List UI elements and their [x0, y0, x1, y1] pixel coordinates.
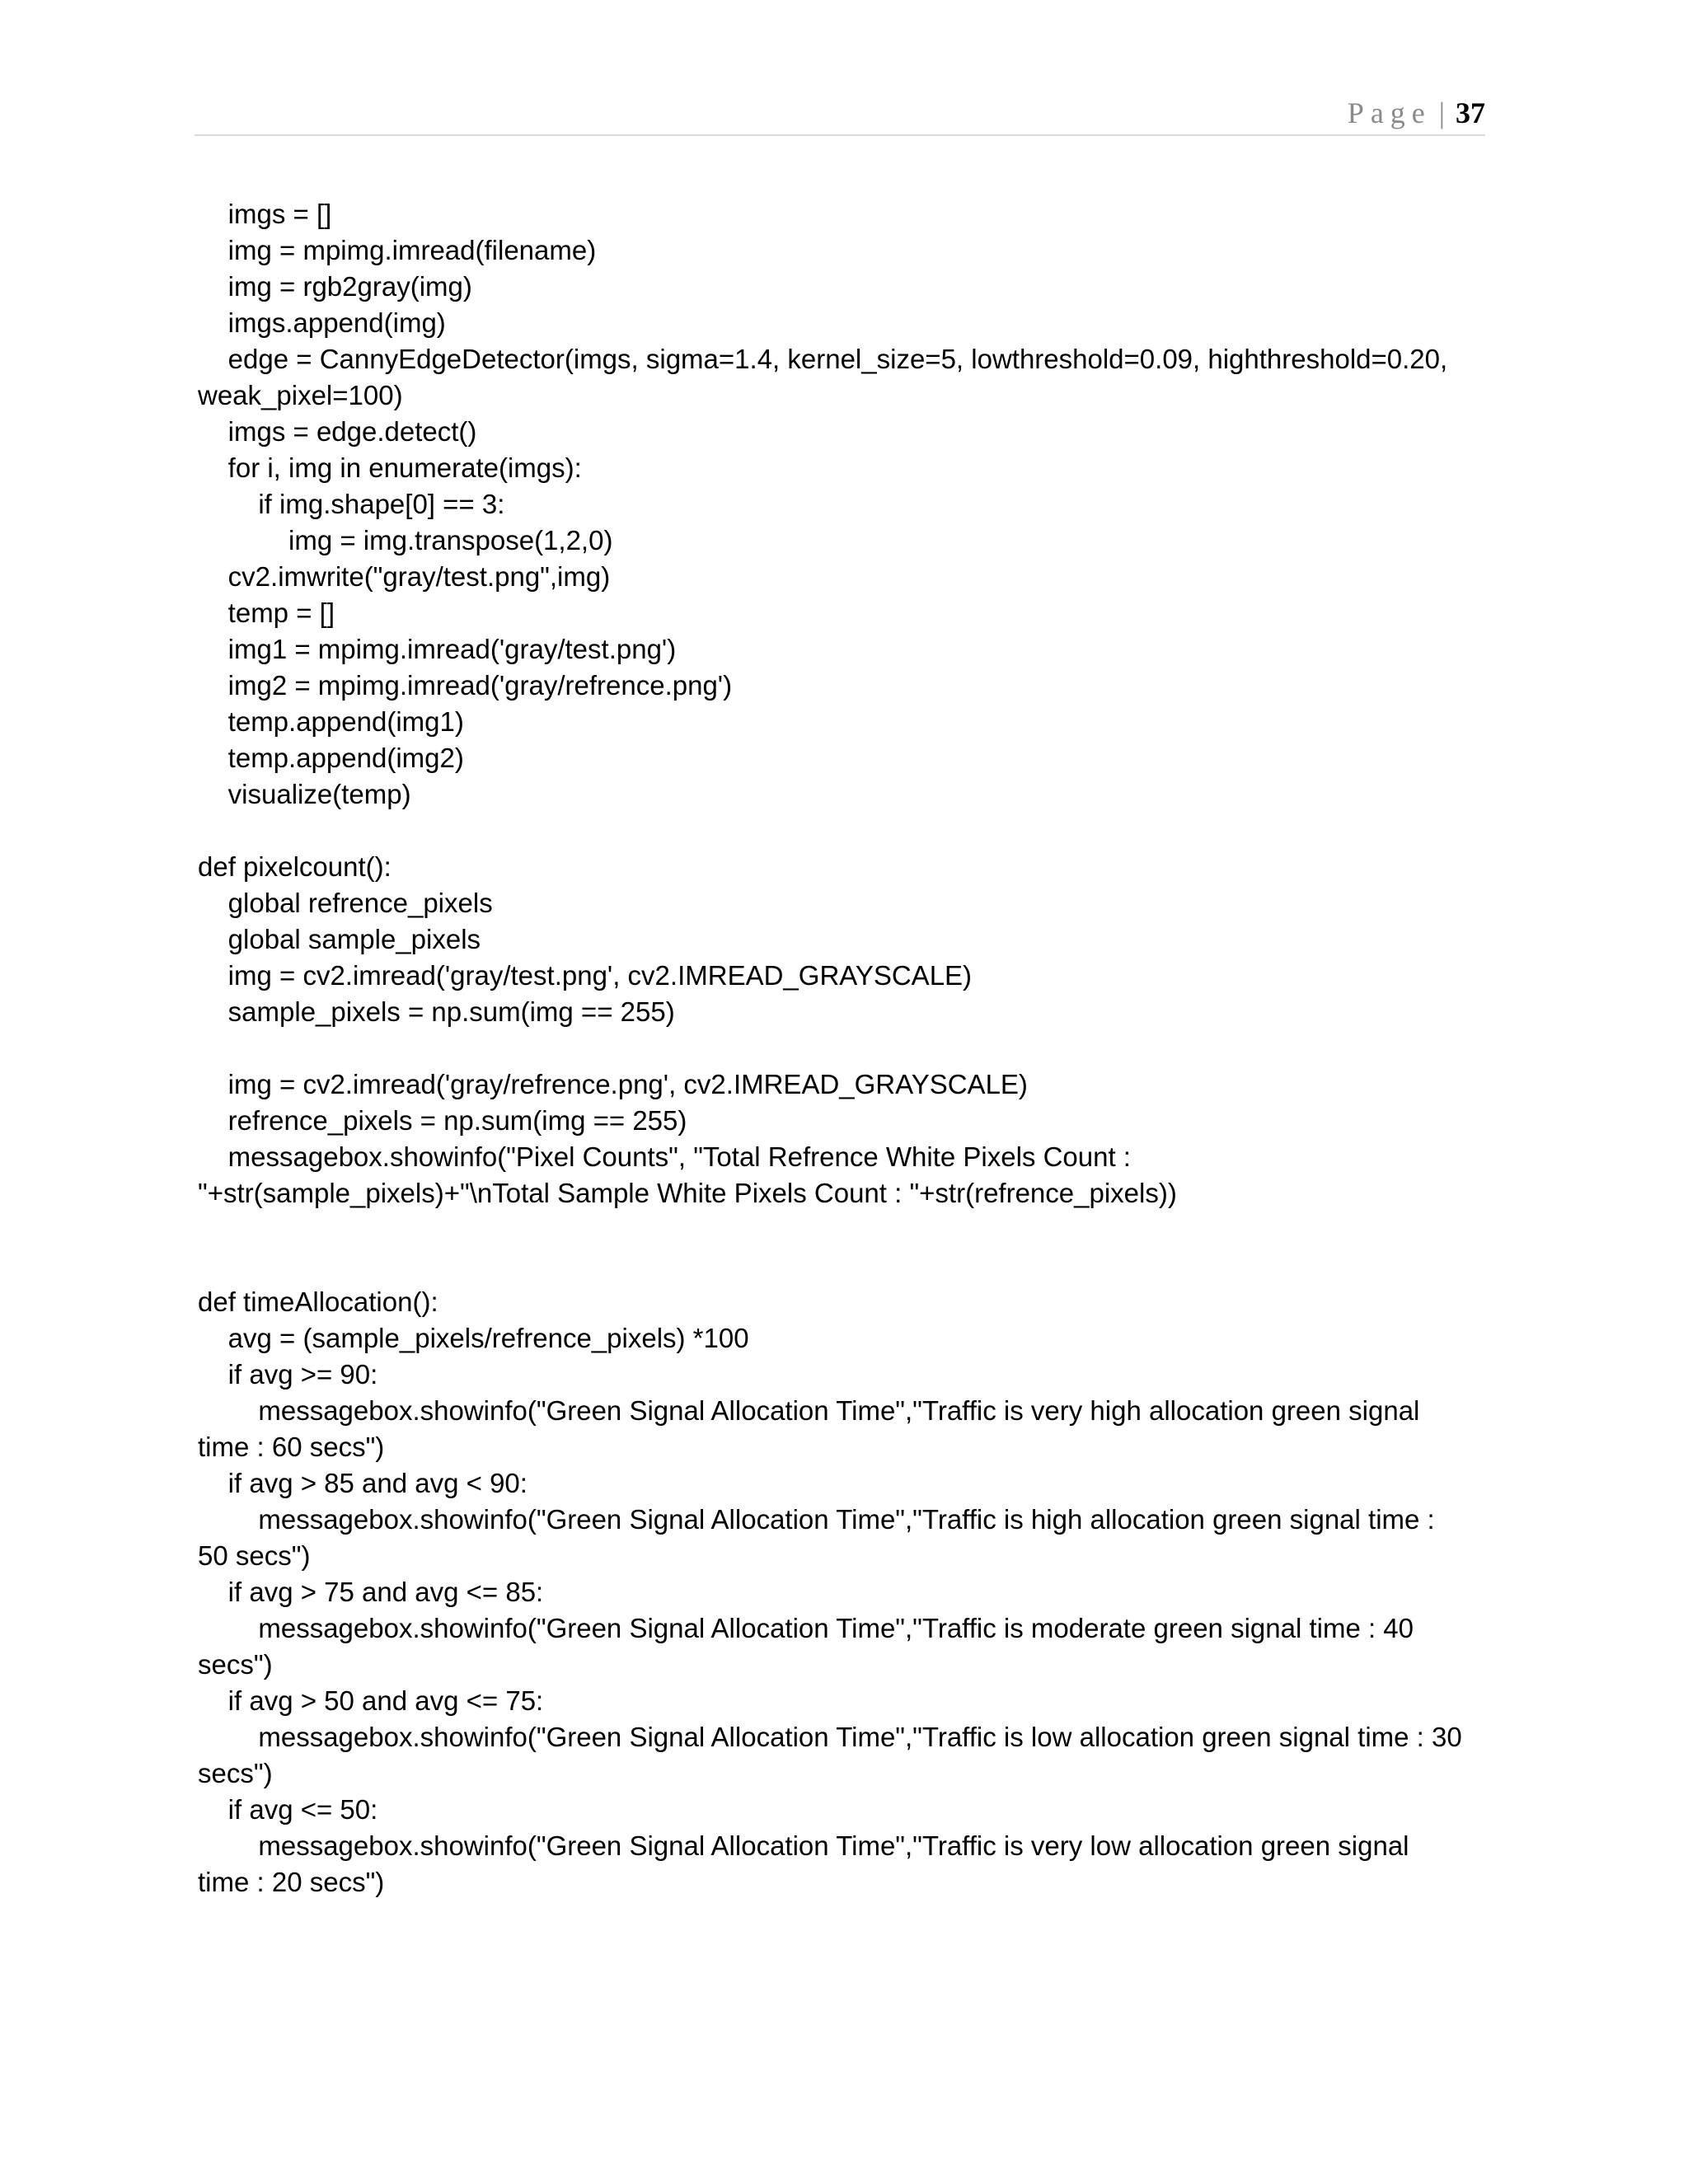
- code-line: "+str(sample_pixels)+"\nTotal Sample White Pixels Count : "+str(refrence_pixels)): [198, 1178, 1177, 1208]
- header-rule: [195, 134, 1485, 136]
- page-label: Page: [1347, 96, 1432, 129]
- code-line: if avg >= 90:: [198, 1359, 378, 1390]
- code-line: img = rgb2gray(img): [198, 271, 472, 302]
- code-line: sample_pixels = np.sum(img == 255): [198, 996, 675, 1027]
- code-line: if avg > 75 and avg <= 85:: [198, 1577, 544, 1607]
- code-line: img2 = mpimg.imread('gray/refrence.png'): [198, 670, 733, 701]
- code-line: messagebox.showinfo("Green Signal Allocation Time","Traffic is high allocation green signal time :: [198, 1504, 1435, 1535]
- code-line: messagebox.showinfo("Pixel Counts", "Total Refrence White Pixels Count :: [198, 1141, 1131, 1172]
- code-line: temp.append(img1): [198, 706, 464, 737]
- code-line: messagebox.showinfo("Green Signal Allocation Time","Traffic is very low allocation green signal: [198, 1830, 1409, 1861]
- code-line: imgs = []: [198, 199, 332, 229]
- code-line: 50 secs"): [198, 1540, 311, 1571]
- code-line: [198, 1212, 1500, 1248]
- code-line: refrence_pixels = np.sum(img == 255): [198, 1105, 687, 1136]
- code-line: global refrence_pixels: [198, 888, 493, 918]
- code-line: imgs = edge.detect(): [198, 416, 477, 447]
- code-line: img1 = mpimg.imread('gray/test.png'): [198, 634, 677, 664]
- code-line: cv2.imwrite("gray/test.png",img): [198, 561, 611, 592]
- code-line: weak_pixel=100): [198, 380, 403, 410]
- code-line: temp = []: [198, 598, 335, 628]
- code-line: if img.shape[0] == 3:: [198, 489, 505, 519]
- code-line: imgs.append(img): [198, 307, 446, 338]
- code-line: [198, 1248, 1500, 1284]
- code-line: img = img.transpose(1,2,0): [198, 525, 613, 555]
- code-line: [198, 1030, 1500, 1066]
- code-line: visualize(temp): [198, 779, 411, 809]
- code-line: img = cv2.imread('gray/test.png', cv2.IMREAD_GRAYSCALE): [198, 960, 973, 991]
- page-number: 37: [1456, 96, 1485, 129]
- code-line: img = cv2.imread('gray/refrence.png', cv2.IMREAD_GRAYSCALE): [198, 1069, 1028, 1099]
- code-line: if avg > 50 and avg <= 75:: [198, 1685, 544, 1716]
- page-separator: |: [1438, 96, 1445, 129]
- code-line: messagebox.showinfo("Green Signal Allocation Time","Traffic is very high allocation green signal: [198, 1395, 1420, 1426]
- code-line: avg = (sample_pixels/refrence_pixels) *100: [198, 1323, 749, 1353]
- code-line: img = mpimg.imread(filename): [198, 235, 597, 265]
- page-header: [195, 92, 1485, 134]
- code-line: if avg <= 50:: [198, 1794, 378, 1825]
- code-line: edge = CannyEdgeDetector(imgs, sigma=1.4, kernel_size=5, lowthreshold=0.09, highthreshold=0.20,: [198, 344, 1448, 374]
- code-line: time : 20 secs"): [198, 1867, 385, 1897]
- code-line: messagebox.showinfo("Green Signal Allocation Time","Traffic is moderate green signal time : 40: [198, 1613, 1414, 1643]
- code-line: for i, img in enumerate(imgs):: [198, 452, 582, 483]
- code-line: def timeAllocation():: [198, 1286, 438, 1317]
- code-line: global sample_pixels: [198, 924, 481, 954]
- code-line: messagebox.showinfo("Green Signal Allocation Time","Traffic is low allocation green signal time : 30: [198, 1722, 1462, 1752]
- code-line: time : 60 secs"): [198, 1432, 385, 1462]
- code-listing: [198, 196, 1500, 1900]
- code-line: secs"): [198, 1649, 273, 1680]
- code-line: secs"): [198, 1758, 273, 1788]
- code-line: if avg > 85 and avg < 90:: [198, 1468, 528, 1498]
- code-line: [198, 813, 1500, 849]
- code-line: def pixelcount():: [198, 851, 392, 882]
- code-line: temp.append(img2): [198, 743, 464, 773]
